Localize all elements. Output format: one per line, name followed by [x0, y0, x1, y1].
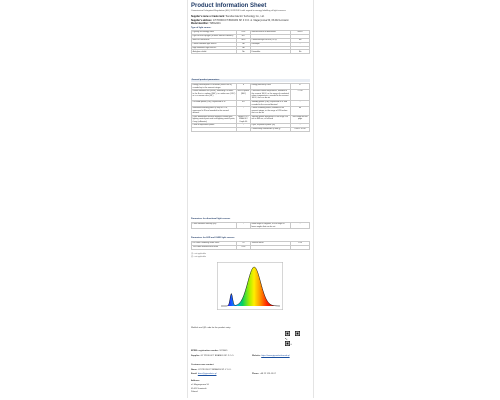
- param-label: Anti-glare shield:: [192, 50, 237, 54]
- param-value: LED: [236, 31, 250, 35]
- general-table: [191, 83, 310, 132]
- param-value: No: [291, 38, 310, 42]
- param-label: Non-directional or directional:: [250, 31, 290, 35]
- qr-code-icon[interactable]: [285, 331, 300, 346]
- param-value: 8: [236, 84, 250, 90]
- param-label: Colour-tuneable light source:: [192, 42, 237, 46]
- directional-table: [191, 222, 310, 229]
- param-value: E27: [236, 34, 250, 38]
- param-value: No: [236, 42, 250, 46]
- param-label: Energy consumption in on-mode (kWh/1000 h), rounded up to the nearest integer: [192, 84, 237, 90]
- table-row: [192, 107, 310, 115]
- contact-email: Email: biuro@gtproducts.pl: [191, 373, 217, 375]
- param-label: [192, 128, 237, 132]
- param-value: No: [236, 46, 250, 50]
- model-identifier-line: Model identifier: TM6A2201: [191, 23, 221, 25]
- param-label: Spectral power distribution in the range 250 nm to 800 nm, at full-load: [250, 115, 290, 123]
- table-row: [192, 90, 310, 101]
- param-value: [291, 245, 310, 249]
- param-value: MLS: [236, 38, 250, 42]
- section-directional: Parameters for directional light sources: [191, 218, 231, 220]
- email-link[interactable]: biuro@gtproducts.pl: [197, 373, 217, 375]
- address-line-1: ul. Magazynowa 50: [191, 384, 209, 386]
- note-2: (2) - not applicable: [191, 256, 206, 258]
- param-value: See image on last page: [291, 115, 310, 123]
- qr-caption: Weblink and QR code for the product entry:: [191, 327, 231, 329]
- page-title: Product Information Sheet: [191, 3, 267, 9]
- spectral-power-chart: [217, 262, 283, 310]
- param-label: Peak luminous intensity (cd): [192, 223, 237, 229]
- param-value: -: [291, 42, 310, 46]
- param-label: Energy efficiency class: [250, 84, 290, 90]
- table-row: [192, 245, 310, 249]
- section-general: General product parameters: [191, 79, 310, 82]
- table-row: [192, 128, 310, 132]
- param-label: Correlated colour temperature, rounded to the nearest 100 K, or the range of correlated colour temperatures, rounded to the nearest 100 K, that can be set: [251, 90, 289, 100]
- param-value: 0.96: [236, 245, 250, 249]
- param-value: -: [236, 223, 250, 229]
- param-label: Dimmable:: [250, 50, 290, 54]
- param-label: Chromaticity coordinates (x and y): [250, 128, 290, 132]
- param-value: -: [291, 223, 310, 229]
- param-label: Colour rendering index, rounded to the nearest integer, or the range of CRI-values that can be set: [250, 107, 290, 115]
- param-label: If yes, equivalent power (W): [250, 124, 290, 128]
- param-value: -: [291, 100, 310, 106]
- param-label: Outer dimensions without separate control gear, lighting control parts and non-lighting control parts, if any (millimetre): [192, 115, 235, 123]
- contact-name: Name: GT PRODUCT BRANDS SP. Z O.O.: [191, 369, 232, 371]
- param-value: 2 700: [291, 90, 310, 101]
- section-led: Parameters for LED and OLED light sources: [191, 237, 235, 239]
- param-value: [236, 128, 250, 132]
- intro-text: Commission Delegated Regulation (EU) 2019/2015 with regard to energy labelling of light sources: [191, 10, 286, 12]
- param-label: Beam angle in degrees, or the range of beam angles that can be set: [250, 223, 290, 229]
- table-row: [192, 223, 310, 229]
- supplier-name-line: Supplier's name or trade mark: Tianshan Electric Technology Co., Ltd.: [191, 16, 265, 18]
- type-table: [191, 30, 310, 54]
- param-value: No: [236, 50, 250, 54]
- led-table: [191, 241, 310, 250]
- address-title: Address:: [191, 380, 201, 382]
- contact-title: Customer care contact: [191, 364, 214, 366]
- product-information-sheet: [187, 0, 314, 398]
- param-label: Envelope:: [250, 42, 290, 46]
- param-value: 0.460 / 0.410: [291, 128, 310, 132]
- footer-website: Website: https://www.gtproductbrands.pl: [252, 355, 290, 357]
- param-value: 80: [291, 107, 310, 115]
- eprel-line: EPREL registration number: 1879445: [191, 350, 228, 352]
- param-value: 806 in sphere (360°): [236, 90, 250, 101]
- param-value: 1.00: [291, 242, 310, 246]
- param-value: -: [236, 107, 250, 115]
- table-row: [192, 115, 310, 123]
- param-value: 10: [236, 242, 250, 246]
- param-label: [250, 245, 290, 249]
- param-label: Claim of equivalent power: [192, 124, 237, 128]
- address-line-3: Poland: [191, 391, 198, 393]
- param-value: -: [291, 124, 310, 128]
- param-label: On-mode power (Pon), expressed in W: [192, 100, 237, 106]
- footer-supplier: Supplier: GT PRODUCT BRANDS SP. Z O.O.: [191, 355, 234, 357]
- param-label: High luminance light source:: [192, 46, 237, 50]
- param-label: Mains or non-mains:: [192, 38, 237, 42]
- param-value: 8.0: [236, 100, 250, 106]
- website-link[interactable]: https://www.gtproductbrands.pl: [261, 355, 290, 357]
- param-label: Connected light source (CLS):: [250, 38, 290, 42]
- param-value: E: [291, 84, 310, 90]
- param-label: R9 colour rendering index value: [192, 242, 237, 246]
- param-label: Useful luminous flux (Φuse), indicating if it refers to the flux in a sphere (360°), in a wide cone (120°) or in a narrow cone (90°): [192, 90, 237, 101]
- param-label: Survival factor: [250, 242, 290, 246]
- param-label: Standby power (Psb), expressed in W and rounded to the second decimal: [250, 100, 290, 106]
- param-value: -: [236, 124, 250, 128]
- note-1: (1) - not applicable: [191, 253, 206, 255]
- param-label: Lighting technology used:: [192, 31, 237, 35]
- param-value: Height 120 / Width 60 / Depth 60: [238, 115, 249, 123]
- param-label: Light source cap-type (or other electric interface): [192, 34, 237, 38]
- param-value: NDLS: [291, 31, 310, 35]
- contact-phone: Phone: +48 22 123 45 67: [252, 373, 276, 375]
- param-label: The lumen maintenance factor: [192, 245, 237, 249]
- section-type: Type of light source:: [191, 27, 212, 29]
- table-row: [192, 50, 310, 54]
- supplier-address-line: Supplier's address: GT PRODUCT BRANDS SP. Z O.O. ul. Magazynowa 50, 05-092 Łomianki: [191, 19, 289, 22]
- address-line-2: 05-092 Łomianki: [191, 387, 207, 390]
- param-label: Networked standby power (Pnet) for CLS, expressed in W and rounded to the second decimal: [192, 107, 237, 115]
- param-value: No: [291, 50, 310, 54]
